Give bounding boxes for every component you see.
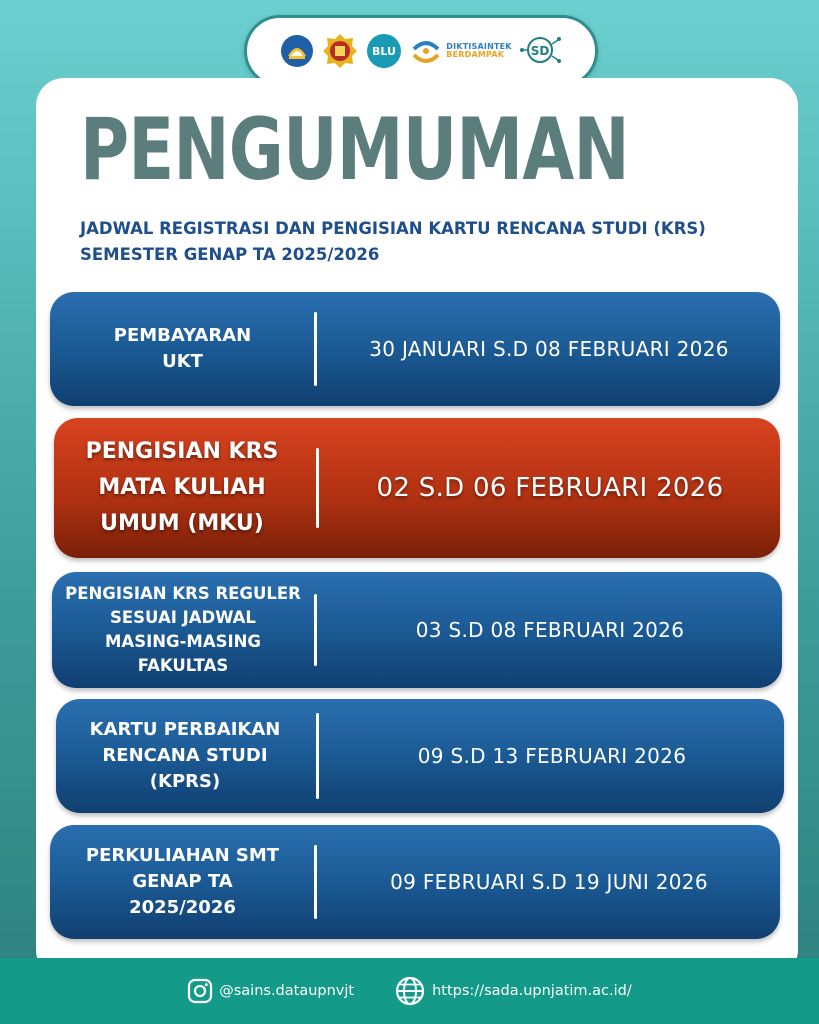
schedule-row-ukt [50, 292, 780, 406]
blu-logo [366, 33, 402, 69]
schedule-date: 02 S.D 06 FEBRUARI 2026 [376, 473, 724, 503]
schedule-date: 09 S.D 13 FEBRUARI 2026 [417, 744, 687, 768]
row-divider [316, 448, 319, 528]
page-title: PENGUMUMAN [80, 100, 629, 200]
row-divider [314, 845, 317, 919]
schedule-row-perkuliahan [50, 825, 780, 939]
schedule-label: PENGISIAN KRS REGULER SESUAI JADWAL MASING-MASING FAKULTAS [65, 584, 301, 675]
sada-text: SD [530, 44, 550, 58]
subtitle [80, 216, 780, 268]
logo-bar [244, 15, 598, 87]
schedule-row-mku [54, 418, 780, 558]
schedule-date: 09 FEBRUARI S.D 19 JUNI 2026 [390, 870, 708, 894]
kemdikti-logo [280, 34, 314, 68]
website-url: https://sada.upnjatim.ac.id/ [432, 983, 632, 999]
blu-text: BLU [372, 45, 397, 58]
row-divider [314, 594, 317, 666]
instagram-link[interactable] [187, 978, 354, 1004]
subtitle-line-1: JADWAL REGISTRASI DAN PENGISIAN KARTU RENCANA STUDI (KRS) [80, 219, 706, 238]
subtitle-line-2: SEMESTER GENAP TA 2025/2026 [80, 245, 380, 264]
diktisaintek-logo [410, 35, 511, 67]
sada-logo [520, 30, 562, 72]
instagram-icon [187, 978, 213, 1004]
schedule-date: 03 S.D 08 FEBRUARI 2026 [415, 618, 685, 642]
schedule-label: KARTU PERBAIKAN RENCANA STUDI (KPRS) [89, 719, 281, 792]
schedule-row-kprs [56, 699, 784, 813]
schedule-date: 30 JANUARI S.D 08 FEBRUARI 2026 [369, 337, 729, 361]
row-divider [316, 713, 319, 799]
instagram-handle: @sains.dataupnvjt [219, 983, 355, 999]
dikti-line1: DIKTISAINTEK [446, 41, 512, 51]
footer [0, 958, 819, 1024]
globe-icon [394, 975, 426, 1007]
schedule-label: PENGISIAN KRS MATA KULIAH UMUM (MKU) [85, 439, 279, 536]
dikti-line2: BERDAMPAK [446, 50, 505, 59]
upn-logo [322, 33, 358, 69]
schedule-label: PERKULIAHAN SMT GENAP TA 2025/2026 [85, 845, 280, 918]
website-link[interactable] [394, 975, 632, 1007]
schedule-label: PEMBAYARAN UKT [113, 325, 252, 372]
schedule-row-krs-reguler [52, 572, 782, 688]
row-divider [314, 312, 317, 386]
